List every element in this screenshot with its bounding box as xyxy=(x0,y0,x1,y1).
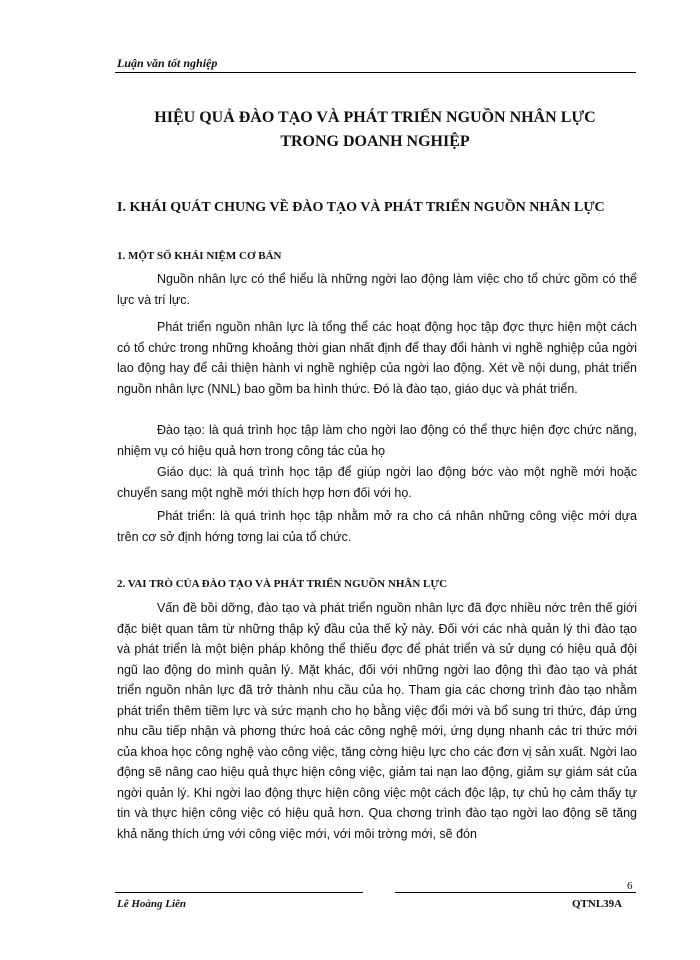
header-rule xyxy=(115,72,636,73)
running-header: Luận văn tốt nghiệp xyxy=(117,56,218,70)
paragraph: Phát triển nguồn nhân lực là tổng thể các hoạt động học tập đợc thực hiện một cách có tổ chức trong những khoảng thời gian nhất định để thay đổi hành vi nghề nghiệp của ngời lao động hay để cải thiện hành vi nghề nghiệp của ngời lao động. Xét về nội dung, phát triển nguồn nhân lực (NNL) bao gồm ba hình thức. Đó là đào tạo, giáo dục và phát triển. xyxy=(117,320,637,396)
title-line-2: TRONG DOANH NGHIỆP xyxy=(280,133,470,150)
footer-rule xyxy=(395,892,636,893)
paragraph: Giáo dục: là quá trình học tập để giúp ngời lao động bớc vào một nghề mới hoặc chuyển sang một nghề mới thích hợp hơn đối với họ. xyxy=(117,465,637,500)
footer-rule xyxy=(115,892,363,893)
paragraph: Vấn đề bồi dỡng, đào tạo và phát triển nguồn nhân lực đã đợc nhiều nớc trên thế giới đặc biệt quan tâm từ những thập kỷ đầu của thế kỷ này. Đối với các nhà quản lý thì đào tạo và phát triển là một biện pháp không thể thiếu đợc để phát triển và sử dụng có hiệu quả đội ngũ lao động do mình quản lý. Mặt khác, đối với những ngời lao động thì đào tạo và phát triển nguồn nhân lực đã trở thành nhu cầu của họ. Tham gia các chơng trình đào tạo nhằm phát triển thêm tiềm lực và sức mạnh cho họ bằng việc đổi mới và bổ sung tri thức, đáp ứng nhu cầu tiếp nhận và phơng thức hoá các công nghệ mới, ứng dụng nhanh các tri thức mới của khoa học công nghệ vào công việc, tăng cờng hiệu lực cho các đơn vị sản xuất. Ngời lao động sẽ nâng cao hiệu quả thực hiện công việc, giảm tai nạn lao động, giảm sự giám sát của ngời quản lý. Khi ngời lao động thực hiện công việc một cách độc lập, tự chủ họ cảm thấy tự tin và thực hiện công việc có hiệu quả hơn. Qua chơng trình đào tạo ngời lao động sẽ tăng khả năng thích ứng với công việc mới, với môi trờng mới, sẽ đón xyxy=(117,601,637,841)
section-heading: I. KHÁI QUÁT CHUNG VỀ ĐÀO TẠO VÀ PHÁT TRIỂN NGUỒN NHÂN LỰC xyxy=(117,200,605,215)
paragraph: Phát triển: là quá trình học tập nhằm mở ra cho cá nhân những công việc mới dựa trên cơ sở định hớng tơng lai của tổ chức. xyxy=(117,509,637,544)
title-line-1: HIỆU QUẢ ĐÀO TẠO VÀ PHÁT TRIỂN NGUỒN NHÂN LỰC xyxy=(154,109,596,126)
subsection-2-heading: 2. VAI TRÒ CỦA ĐÀO TẠO VÀ PHÁT TRIỂN NGUỒN NHÂN LỰC xyxy=(117,578,448,590)
paragraph: Đào tạo: là quá trình học tập làm cho ngời lao động có thể thực hiện đợc chức năng, nhiệm vụ có hiệu quả hơn trong công tác của họ xyxy=(117,423,637,458)
footer-class: QTNL39A xyxy=(572,898,623,910)
subsection-1-heading: 1. MỘT SỐ KHÁI NIỆM CƠ BẢN xyxy=(117,250,282,262)
footer-author: Lê Hoàng Liên xyxy=(117,898,187,910)
document-title xyxy=(110,106,640,154)
page-number: 6 xyxy=(627,880,633,892)
paragraph: Nguồn nhân lực có thể hiểu là những ngời lao động làm việc cho tổ chức gồm có thể lực và trí lực. xyxy=(117,272,637,307)
